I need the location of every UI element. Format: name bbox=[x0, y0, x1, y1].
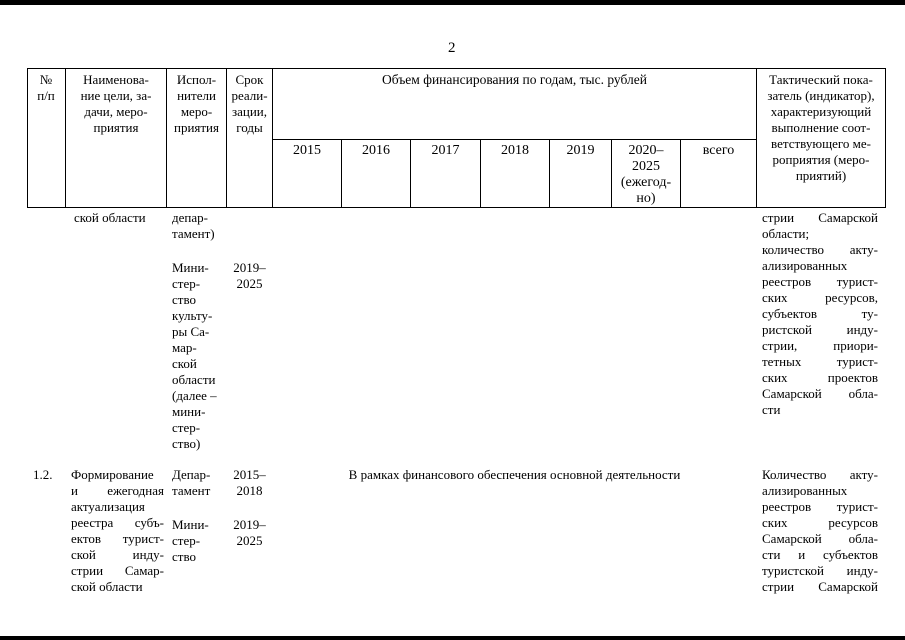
row-1-2-executor-department: Депар- тамент bbox=[172, 467, 211, 498]
cont-term: 2019– 2025 bbox=[233, 260, 266, 291]
row-1-2-indicator: Количество акту- ализированных реестров турист- ских ресурсов Самарской обла- сти и субъектов туристской инду- стрии Самарской bbox=[762, 467, 878, 594]
header-executors: Испол- нители меро- приятия bbox=[173, 72, 219, 135]
cont-name: ской области bbox=[74, 210, 146, 225]
header-year-2018: 2018 bbox=[501, 143, 529, 158]
page-number: 2 bbox=[448, 40, 456, 56]
row-1-2-number: 1.2. bbox=[33, 467, 53, 482]
header-num: № п/п bbox=[37, 72, 55, 103]
row-1-2-executor-ministry: Мини- стер- ство bbox=[172, 517, 209, 564]
row-1-2-term-ministry: 2019– 2025 bbox=[233, 517, 266, 548]
header-name: Наименова- ние цели, за- дачи, меро- приятия bbox=[80, 72, 152, 135]
cont-executor-department: депар- тамент) bbox=[172, 210, 215, 241]
scan-border-bottom bbox=[0, 636, 905, 640]
header-indicator: Тактический пока- затель (индикатор), характеризующий выполнение соот- ветствующего ме- роприятия (меро- приятий) bbox=[767, 72, 875, 183]
cont-executor-ministry: Мини- стер- ство культу- ры Са- мар- ской области (далее – мини- стер- ство) bbox=[172, 260, 217, 451]
header-total: всего bbox=[702, 143, 735, 158]
header-year-range: 2020– 2025 (ежегод- но) bbox=[620, 143, 672, 206]
row-1-2-term-department: 2015– 2018 bbox=[233, 467, 266, 498]
scan-border-top bbox=[0, 0, 905, 5]
header-term: Срок реали- зации, годы bbox=[231, 72, 268, 135]
row-1-2-name: Формирование и ежегодная актуализация реестра субъ- ектов турист- ской инду- стрии Самар- ской области bbox=[71, 467, 164, 594]
header-year-2015: 2015 bbox=[293, 143, 321, 158]
cont-indicator: стрии Самарской области; количество акту- ализированных реестров турист- ских ресурсов, субъектов ту- ристской инду- стрии, приори- тетных турист- ских проектов Самарской обла- сти bbox=[762, 210, 878, 417]
header-year-2017: 2017 bbox=[431, 143, 460, 158]
row-1-2-funding: В рамках финансового обеспечения основной деятельности bbox=[348, 467, 681, 482]
header-funding: Объем финансирования по годам, тыс. рублей bbox=[382, 72, 647, 87]
header-year-2016: 2016 bbox=[362, 143, 390, 158]
header-year-2019: 2019 bbox=[566, 143, 595, 158]
